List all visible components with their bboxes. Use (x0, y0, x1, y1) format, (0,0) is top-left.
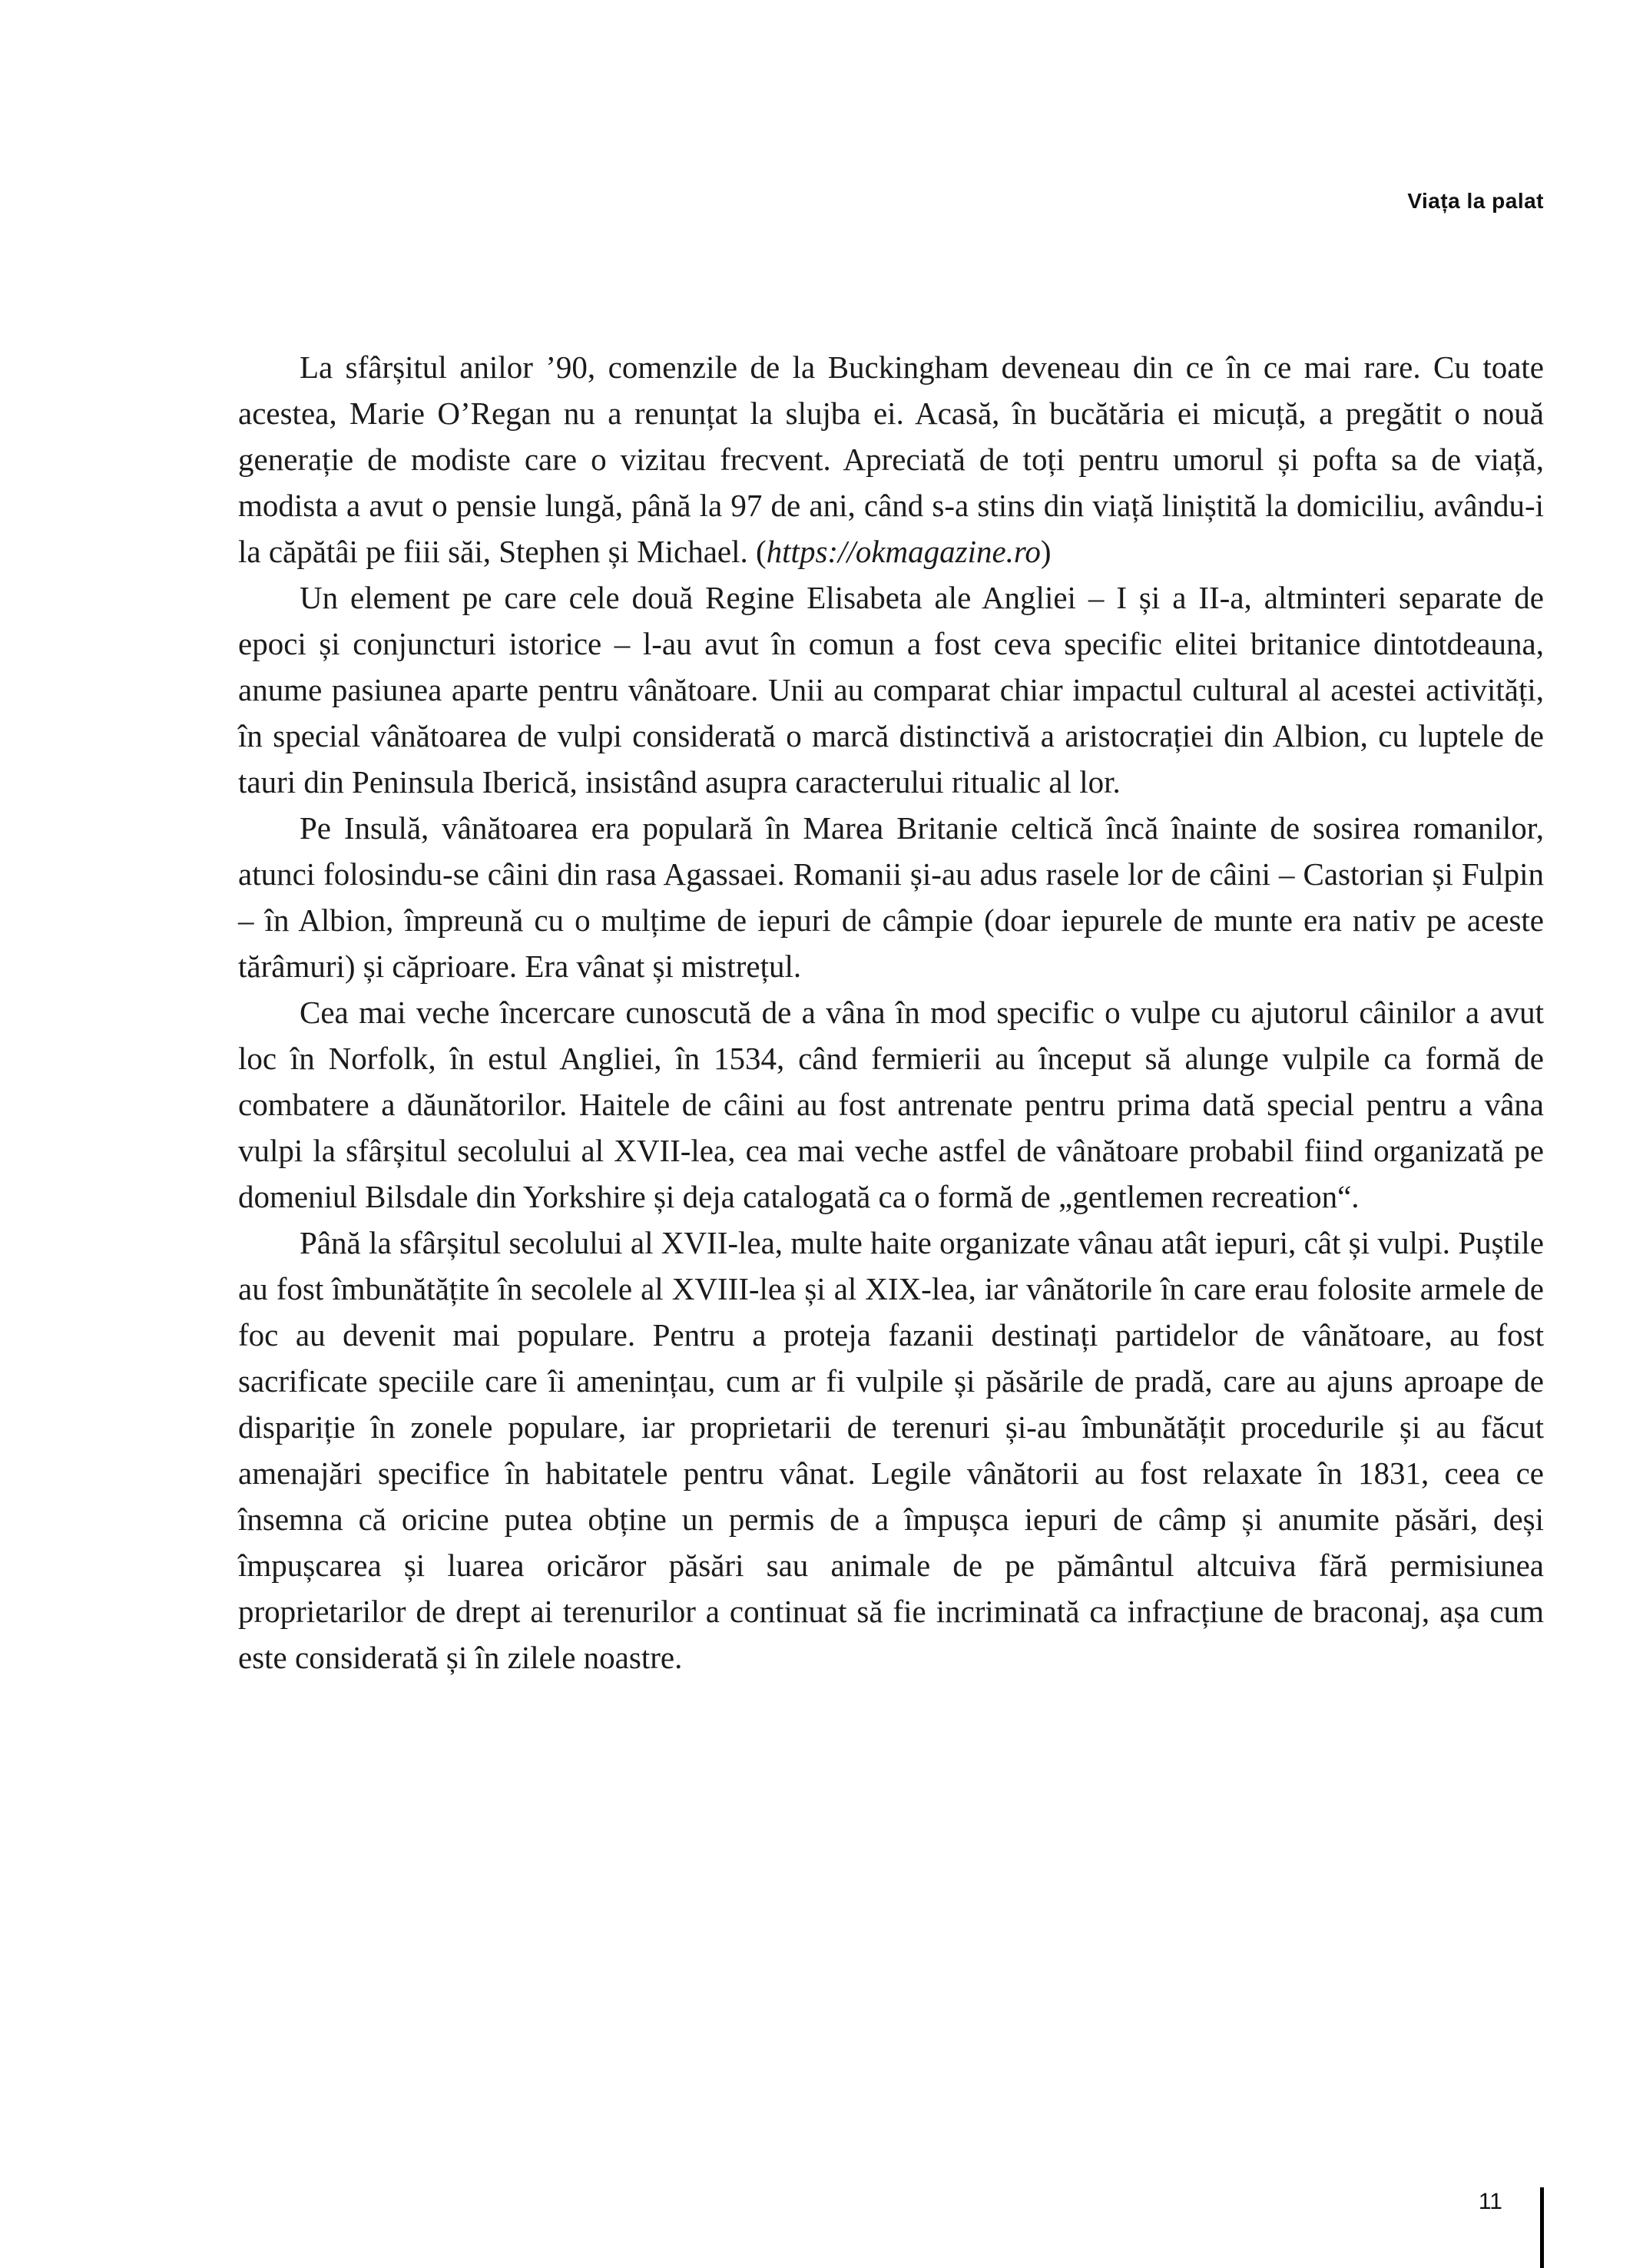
paragraph (238, 805, 1544, 989)
text-run: Până la sfârșitul secolului al XVII-lea, multe haite organizate vânau atât iepuri, cât și vulpi. Puștile au fost îmbunătățite în secolele al XVIII-lea și al XIX-lea, iar vânătorile în care erau folosite armele de foc au devenit mai populare. Pentru a proteja fazanii destinați partidelor de vânătoare, au fost sacrificate speciile care îi amenințau, cum ar fi vulpile și păsările de pradă, care au ajuns aproape de dispariție în zonele populare, iar proprietarii de terenuri și-au îmbunătățit procedurile și au făcut amenajări specifice în habitatele pentru vânat. Legile vânătorii au fost relaxate în 1831, ceea ce însemna că oricine putea obține un permis de a împușca iepuri de câmp și anumite păsări, deși împușcarea și luarea oricăror păsări sau animale de pe pământul altcuiva fără permisiunea proprietarilor de drept ai terenurilor a continuat să fie incriminată ca infracțiune de braconaj, așa cum este considerată și în zilele noastre. (238, 1225, 1544, 1675)
body-text (238, 344, 1544, 1680)
paragraph (238, 344, 1544, 574)
text-run: Pe Insulă, vânătoarea era populară în Marea Britanie celtică încă înainte de sosirea romanilor, atunci folosindu-se câini din rasa Agassaei. Romanii și-au adus rasele lor de câini – Castorian și Fulpin – în Albion, împreună cu o mulțime de iepuri de câmpie (doar iepurele de munte era nativ pe aceste tărâmuri) și căprioare. Era vânat și mistrețul. (238, 810, 1544, 984)
page-number: 11 (1478, 2189, 1502, 2214)
text-run: La sfârșitul anilor ’90, comenzile de la Buckingham deveneau din ce în ce mai rare. Cu toate acestea, Marie O’Regan nu a renunțat la slujba ei. Acasă, în bucătăria ei micuță, a pregătit o nouă generație de modiste care o vizitau frecvent. Apreciată de toți pentru umorul și pofta sa de viață, modista a avut o pensie lungă, până la 97 de ani, când s-a stins din viață liniștită la domiciliu, avându-i la căpătâi pe fiii săi, Stephen și Michael. ( (238, 349, 1544, 569)
paragraph (238, 574, 1544, 805)
text-run: Un element pe care cele două Regine Elisabeta ale Angliei – I și a II-a, altminteri separate de epoci și conjuncturi istorice – l-au avut în comun a fost ceva specific elitei britanice dintotdeauna, anume pasiunea aparte pentru vânătoare. Unii au comparat chiar impactul cultural al acestei activități, în special vânătoarea de vulpi considerată o marcă distinctivă a aristocrației din Albion, cu luptele de tauri din Peninsula Iberică, insistând asupra caracterului ritualic al lor. (238, 580, 1544, 800)
text-run: ) (1040, 534, 1052, 569)
paragraph (238, 989, 1544, 1220)
paragraph (238, 1220, 1544, 1680)
running-head: Viața la palat (1407, 189, 1544, 213)
margin-rule (1540, 2187, 1544, 2268)
text-run: Cea mai veche încercare cunoscută de a vâna în mod specific o vulpe cu ajutorul câinilor a avut loc în Norfolk, în estul Angliei, în 1534, când fermierii au început să alunge vulpile ca formă de combatere a dăunătorilor. Haitele de câini au fost antrenate pentru prima dată special pentru a vâna vulpi la sfârșitul secolului al XVII-lea, cea mai veche astfel de vânătoare probabil fiind organizată pe domeniul Bilsdale din Yorkshire și deja catalogată ca o formă de „gentlemen recreation“. (238, 995, 1544, 1214)
italic-text-run: https://okmagazine.ro (766, 534, 1041, 569)
